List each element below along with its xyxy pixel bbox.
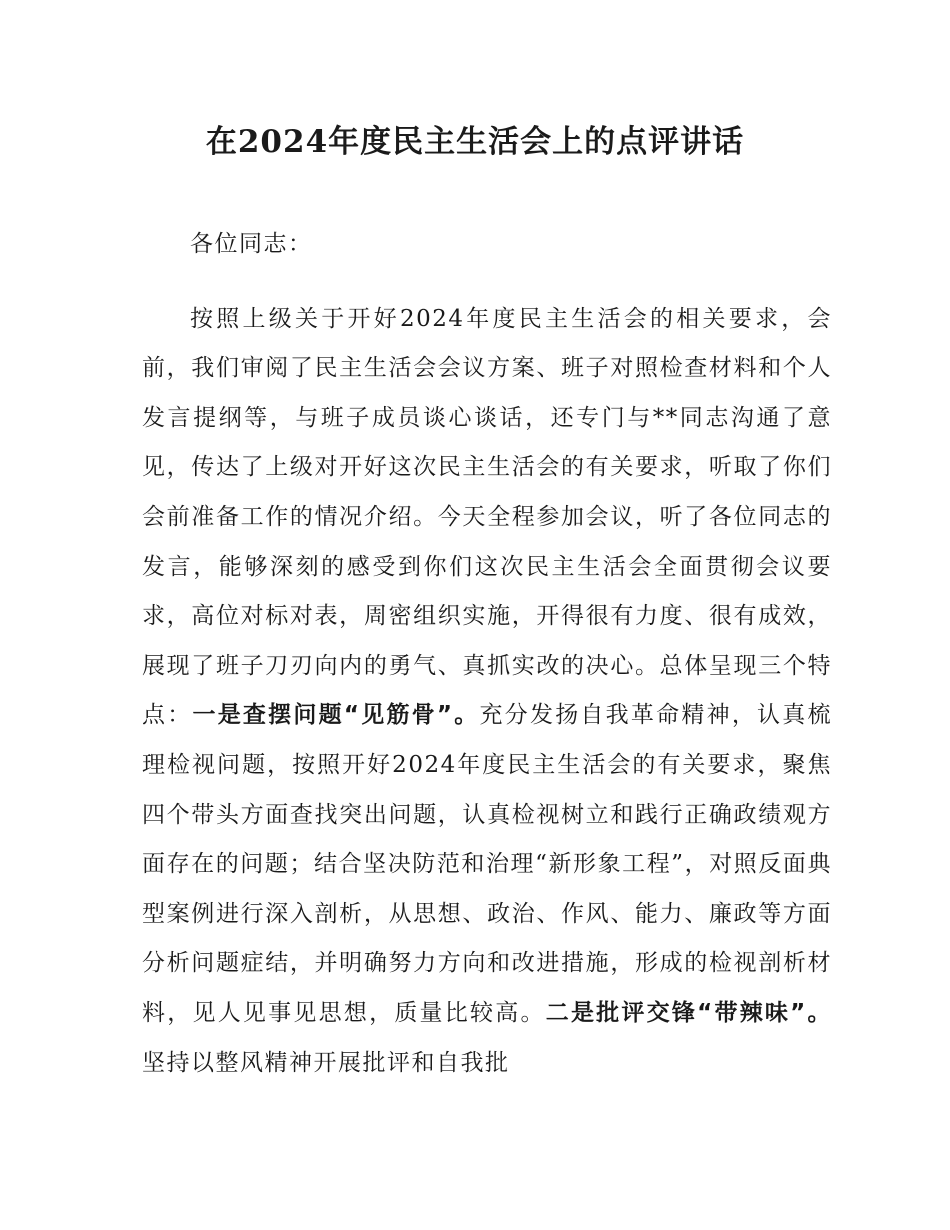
point-two-heading: 二是批评交锋“带辣味”。 (545, 999, 833, 1026)
point-one-heading: 一是查摆问题“见筋骨”。 (192, 702, 480, 729)
main-paragraph (142, 295, 832, 1089)
point-two-body: 坚持以整风精神开展批评和自我批 (142, 1049, 510, 1076)
salutation: 各位同志： (190, 231, 313, 257)
paragraph-intro: 按照上级关于开好2024年度民主生活会的相关要求，会前，我们审阅了民主生活会会议方案、班子对照检查材料和个人发言提纲等，与班子成员谈心谈话，还专门与**同志沟通了意见，传达了上级对开好这次民主生活会的有关要求，听取了你们会前准备工作的情况介绍。今天全程参加会议，听了各位同志的发言，能够深刻的感受到你们这次民主生活会全面贯彻会议要求，高位对标对表，周密组织实施，开得很有力度、很有成效，展现了班子刀刃向内的勇气、真抓实改的决心。总体呈现三个特点： (142, 305, 832, 729)
point-one-body: 充分发扬自我革命精神，认真梳理检视问题，按照开好2024年度民主生活会的有关要求，聚焦四个带头方面查找突出问题，认真检视树立和践行正确政绩观方面存在的问题；结合坚决防范和治理“新形象工程”，对照反面典型案例进行深入剖析，从思想、政治、作风、能力、廉政等方面分析问题症结，并明确努力方向和改进措施，形成的检视剖析材料，见人见事见思想，质量比较高。 (142, 702, 833, 1026)
document-body (142, 220, 832, 1088)
document-title: 在2024年度民主生活会上的点评讲话 (205, 124, 745, 160)
